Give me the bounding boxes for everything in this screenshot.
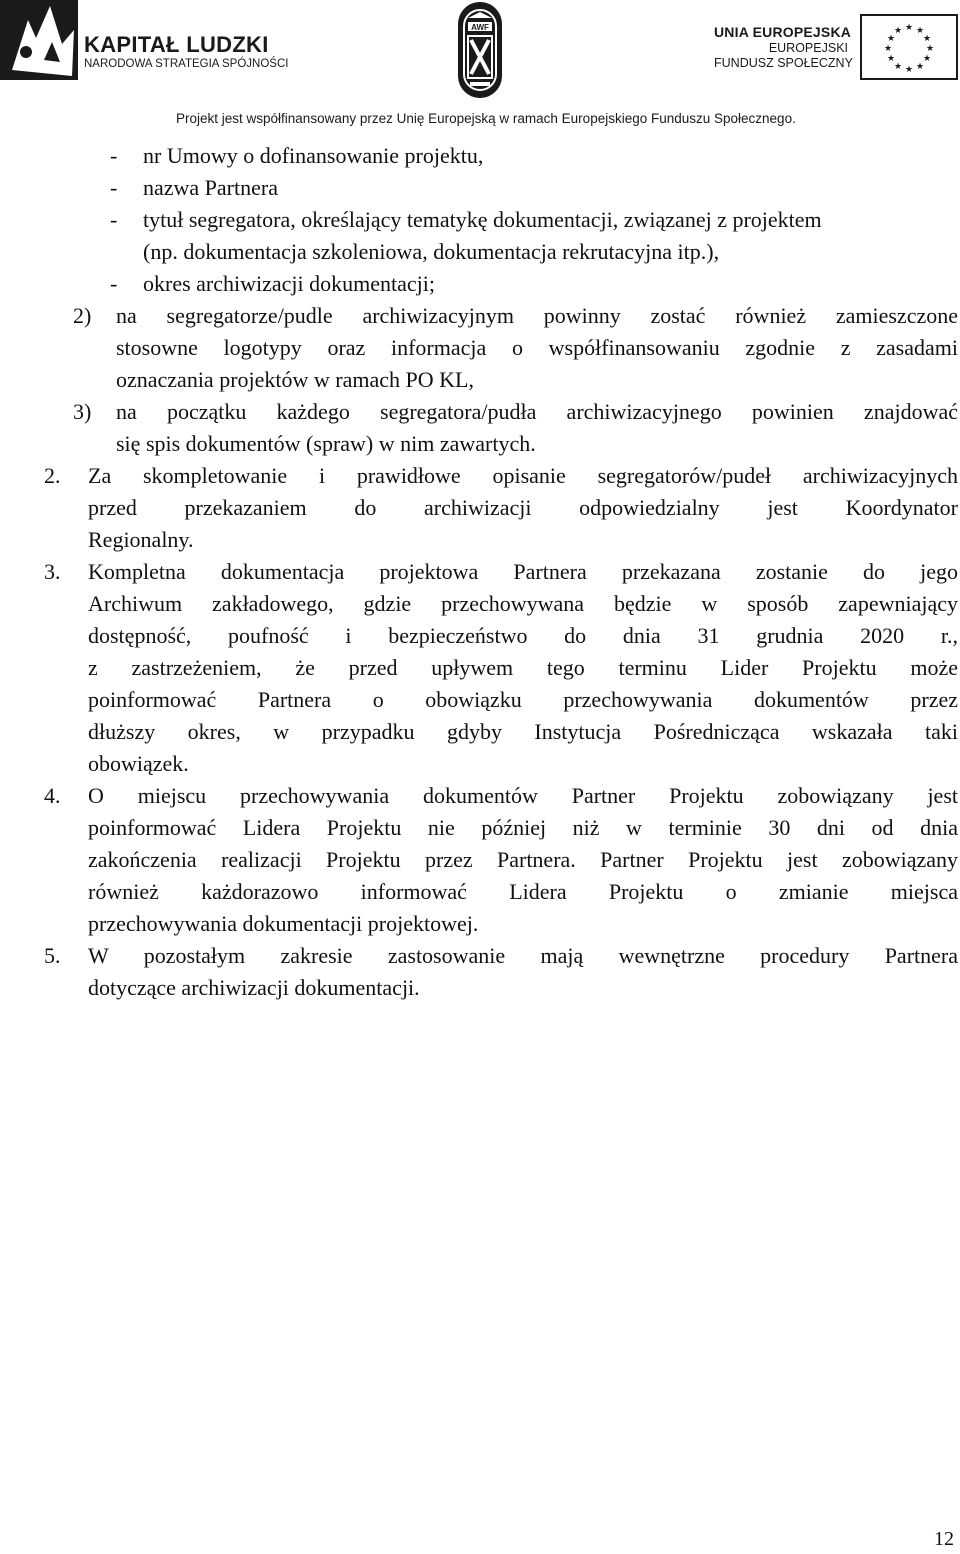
bullet-marker: - <box>110 175 118 200</box>
svg-text:★: ★ <box>925 44 935 54</box>
eu-label-fund-1: EUROPEJSKI <box>768 41 848 55</box>
point-text: O miejscu przechowywania dokumentów Partner Projektu zobowiązany jest <box>88 783 958 808</box>
point-text: dotyczące archiwizacji dokumentacji. <box>88 975 420 1000</box>
kapital-ludzki-title: KAPITAŁ LUDZKI <box>84 32 269 57</box>
point-text: również każdorazowo informować Lidera Projektu o zmianie miejsca <box>88 879 958 904</box>
kapital-ludzki-logo <box>0 0 290 80</box>
point-text: przed przekazaniem do archiwizacji odpowiedzialny jest Koordynator <box>88 495 958 520</box>
eu-flag-icon <box>860 14 958 80</box>
point-number: 4. <box>44 783 61 808</box>
point-text: przechowywania dokumentacji projektowej. <box>88 911 479 936</box>
cofinancing-note: Projekt jest współfinansowany przez Unię Europejską w ramach Europejskiego Funduszu Społecznego. <box>176 111 796 126</box>
point-text: zakończenia realizacji Projektu przez Partnera. Partner Projektu jest zobowiązany <box>88 847 958 872</box>
svg-text:★: ★ <box>922 54 932 64</box>
sub-item-text: oznaczania projektów w ramach PO KL, <box>116 367 474 392</box>
svg-text:★: ★ <box>886 54 896 64</box>
eu-label-fund-2: FUNDUSZ SPOŁECZNY <box>714 56 853 70</box>
point-text: poinformować Partnera o obowiązku przechowywania dokumentów przez <box>88 687 958 712</box>
awf-label: AWF <box>471 23 489 32</box>
point-text: obowiązek. <box>88 751 189 776</box>
point-text: Regionalny. <box>88 527 194 552</box>
list-item: nazwa Partnera <box>143 175 278 200</box>
point-number: 3. <box>44 559 61 584</box>
sub-item-text: stosowne logotypy oraz informacja o współfinansowaniu zgodnie z zasadami <box>116 335 958 360</box>
page-number: 12 <box>934 1528 954 1550</box>
kapital-ludzki-subtitle: NARODOWA STRATEGIA SPÓJNOŚCI <box>84 58 289 70</box>
eu-label-title: UNIA EUROPEJSKA <box>714 24 852 40</box>
point-text: Za skompletowanie i prawidłowe opisanie segregatorów/pudeł archiwizacyjnych <box>88 463 958 488</box>
point-text: Kompletna dokumentacja projektowa Partnera przekazana zostanie do jego <box>88 559 958 584</box>
point-text: dłuższy okres, w przypadku gdyby Instytucja Pośrednicząca wskazała taki <box>88 719 958 744</box>
svg-text:★: ★ <box>904 23 914 33</box>
svg-text:★: ★ <box>893 26 903 36</box>
point-text: Archiwum zakładowego, gdzie przechowywana będzie w sposób zapewniający <box>88 591 958 616</box>
sub-item-text: się spis dokumentów (spraw) w nim zawartych. <box>116 431 536 456</box>
svg-text:★: ★ <box>922 34 932 44</box>
point-text: dostępność, poufność i bezpieczeństwo do dnia 31 grudnia 2020 r., <box>88 623 958 648</box>
svg-text:★: ★ <box>915 62 925 72</box>
svg-text:★: ★ <box>915 26 925 36</box>
list-item-continuation: (np. dokumentacja szkoleniowa, dokumentacja rekrutacyjna itp.), <box>143 239 720 264</box>
list-item: nr Umowy o dofinansowanie projektu, <box>143 143 484 168</box>
sub-item-number: 3) <box>73 399 92 424</box>
bullet-marker: - <box>110 143 118 168</box>
list-item: okres archiwizacji dokumentacji; <box>143 271 435 296</box>
point-number: 2. <box>44 463 61 488</box>
bullet-marker: - <box>110 271 118 296</box>
eu-label-block <box>714 24 853 71</box>
list-item: tytuł segregatora, określający tematykę dokumentacji, związanej z projektem <box>143 207 822 232</box>
svg-text:★: ★ <box>904 65 914 75</box>
sub-item-text: na początku każdego segregatora/pudła archiwizacyjnego powinien znajdować <box>116 399 958 424</box>
point-text: poinformować Lidera Projektu nie później niż w terminie 30 dni od dnia <box>88 815 958 840</box>
sub-item-number: 2) <box>73 303 92 328</box>
point-text: z zastrzeżeniem, że przed upływem tego terminu Lider Projektu może <box>88 655 958 680</box>
svg-text:★: ★ <box>893 62 903 72</box>
awf-emblem-icon <box>455 0 505 100</box>
kapital-ludzki-mark-icon <box>0 0 80 80</box>
svg-text:★: ★ <box>883 44 893 54</box>
svg-text:★: ★ <box>886 34 896 44</box>
bullet-marker: - <box>110 207 118 232</box>
point-text: W pozostałym zakresie zastosowanie mają wewnętrzne procedury Partnera <box>88 943 958 968</box>
point-number: 5. <box>44 943 61 968</box>
sub-item-text: na segregatorze/pudle archiwizacyjnym powinny zostać również zamieszczone <box>116 303 958 328</box>
page-header <box>0 0 960 135</box>
